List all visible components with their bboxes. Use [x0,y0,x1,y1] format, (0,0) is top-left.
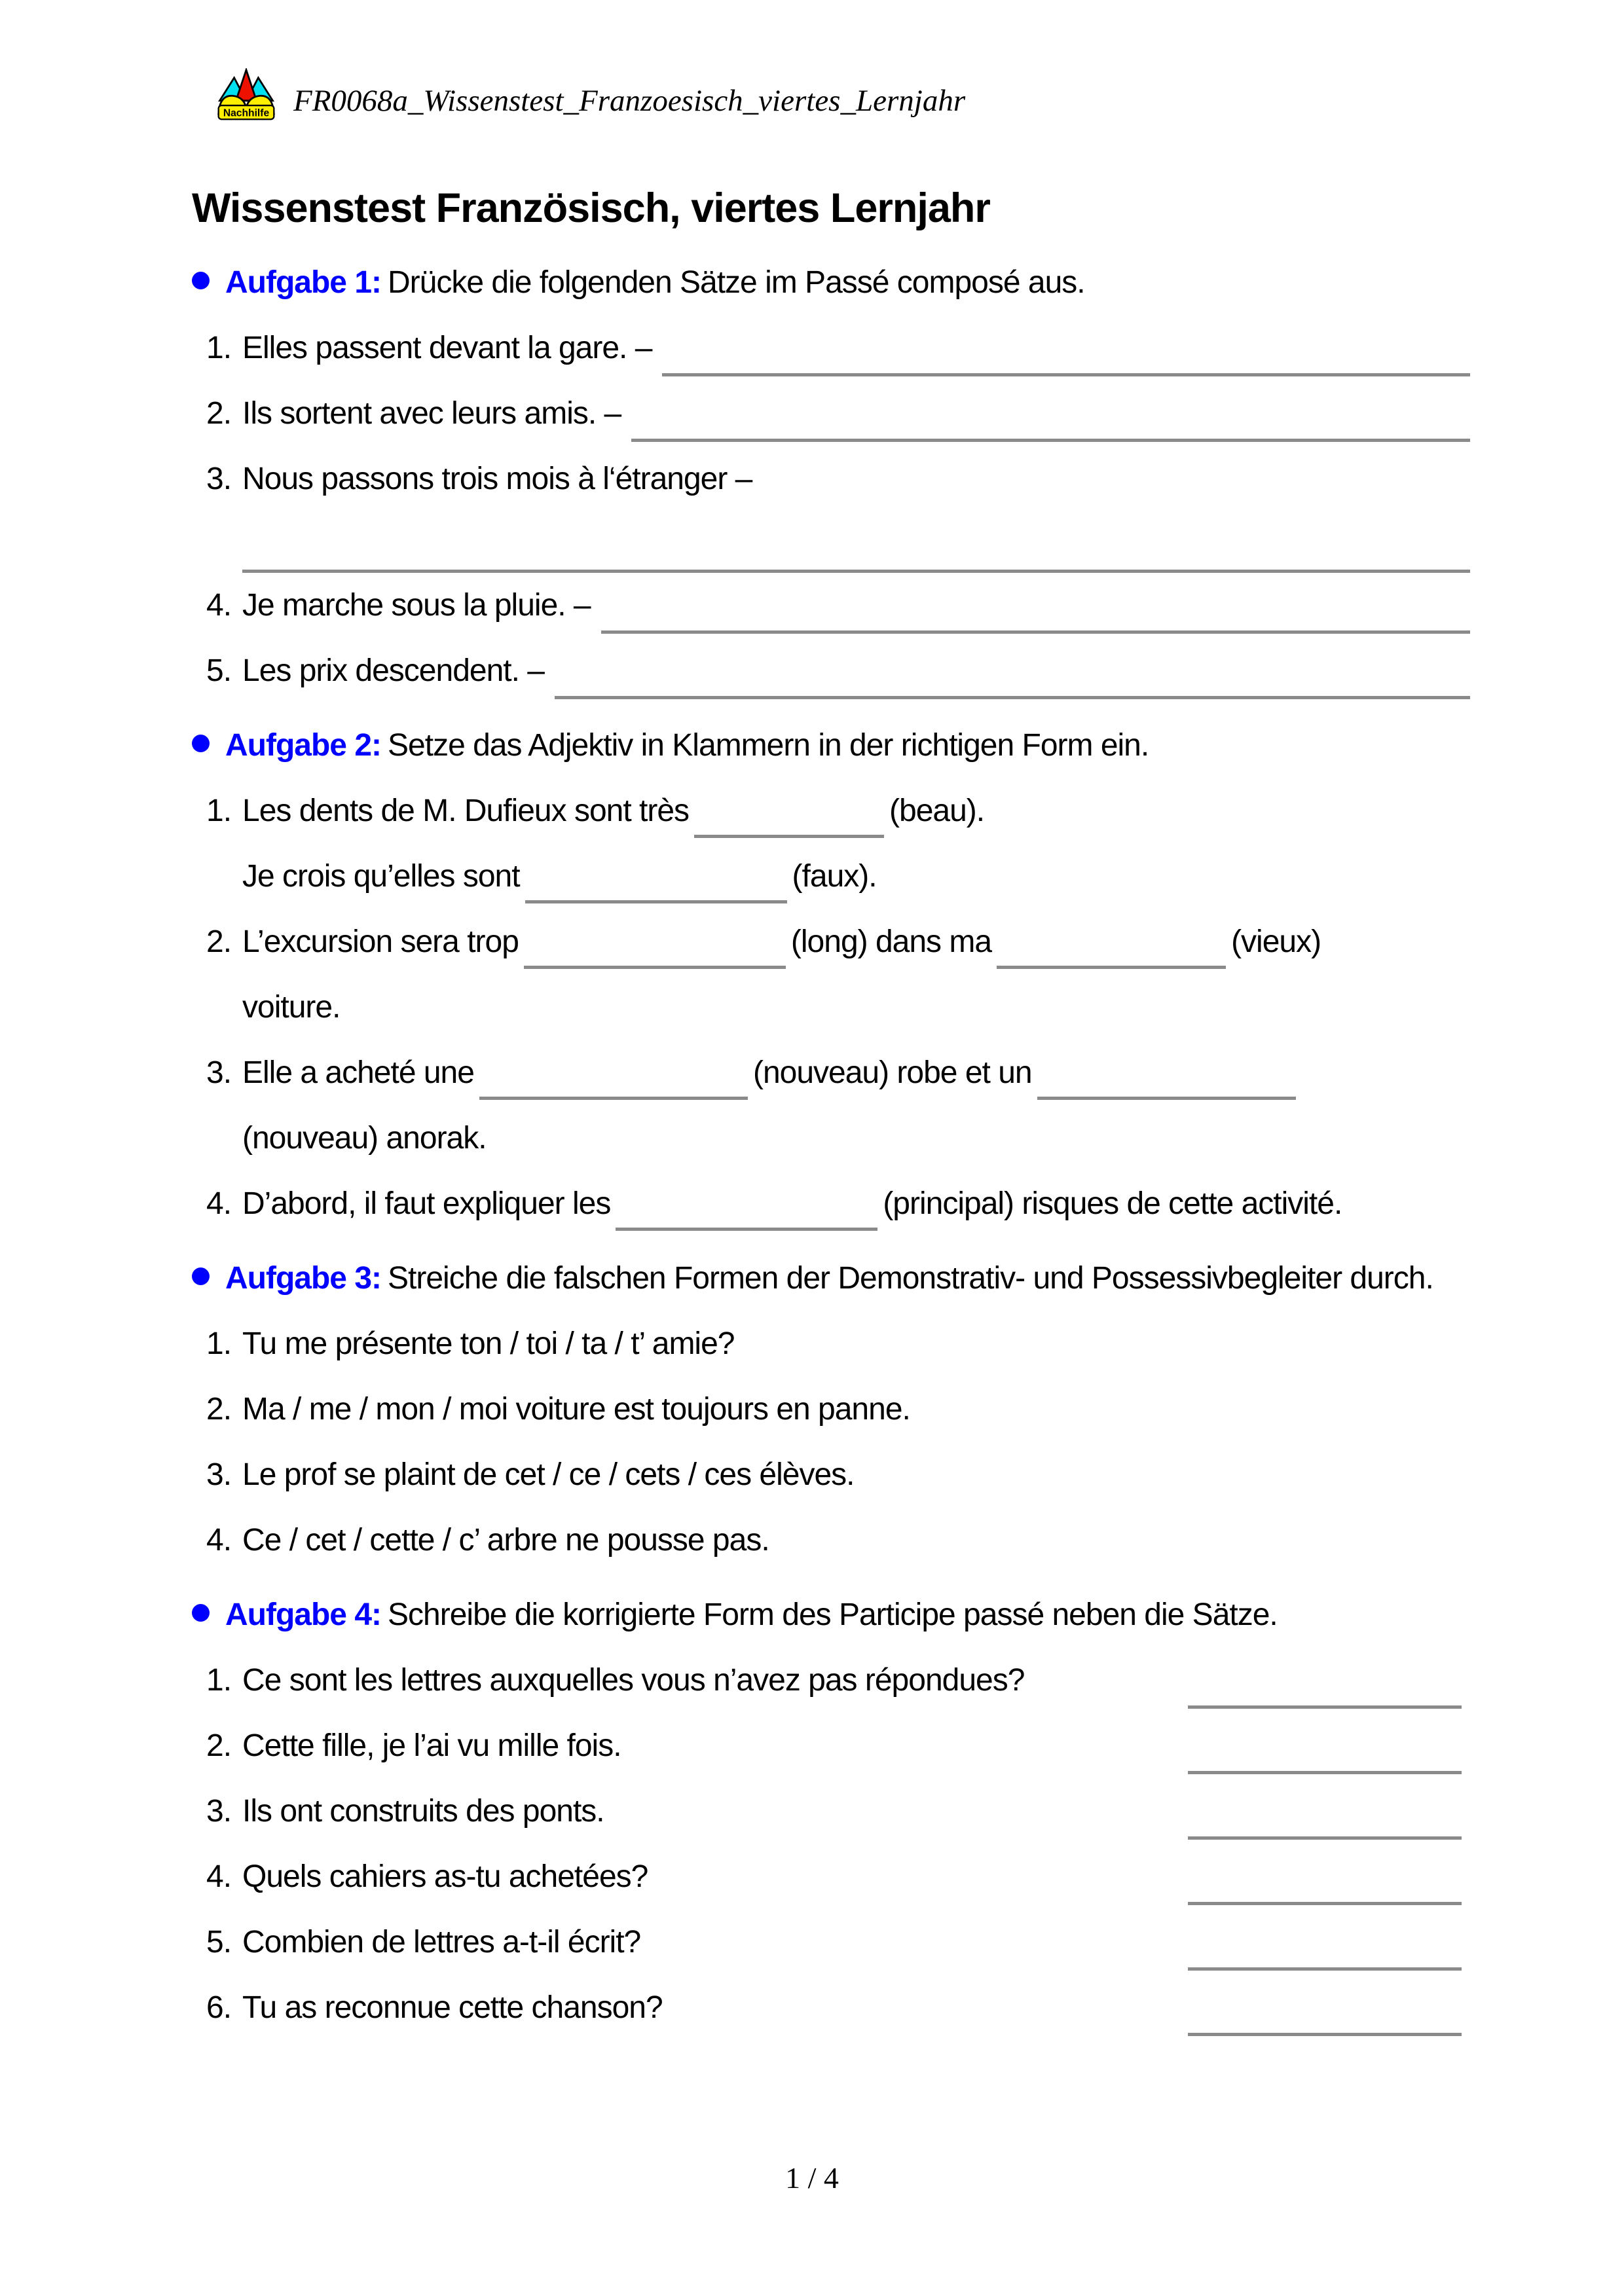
answer-blank [1188,1910,1462,1971]
item-number: 6. [206,1990,232,2025]
item-text: Tu as reconnue cette chanson? [242,1990,663,2025]
item-text: (faux). [792,859,877,894]
item-number: 4. [206,1859,232,1894]
task-1-heading [192,250,1470,316]
item-number: 1. [206,331,232,365]
list-item [192,1508,1470,1573]
item-number: 4. [206,1186,232,1221]
answer-blank [525,900,787,903]
answer-blank [1188,1648,1462,1709]
bullet-icon [192,272,210,289]
item-text: Combien de lettres a-t-il écrit? [242,1925,641,1959]
item-text: Elle a acheté une [242,1055,474,1090]
item-number: 3. [206,462,232,496]
answer-blank [601,573,1470,634]
page-title: Wissenstest Französisch, viertes Lernjahr [192,185,990,231]
list-item-continuation [192,844,1470,909]
item-text: (nouveau) anorak. [242,1121,487,1156]
item-number: 2. [206,396,232,431]
list-item [192,573,1470,638]
item-text: Ce sont les lettres auxquelles vous n’avez pas répondues? [242,1663,1025,1698]
task-2-heading [192,713,1470,778]
item-text: D’abord, il faut expliquer les [242,1186,611,1221]
item-number: 3. [206,1457,232,1492]
item-number: 2. [206,1728,232,1763]
list-item [192,1040,1470,1106]
task-instruction: Schreibe die korrigierte Form des Participe passé neben die Sätze. [388,1597,1278,1632]
item-text: (principal) risques de cette activité. [883,1186,1342,1221]
item-text: L’excursion sera trop [242,924,519,959]
task-4-heading [192,1582,1470,1648]
task-label: Aufgabe 4: [225,1597,382,1632]
item-number: 3. [206,1055,232,1090]
answer-blank [616,1228,877,1231]
list-item-continuation [192,512,1470,573]
item-text: Les dents de M. Dufieux sont très [242,793,690,828]
answer-blank [1188,1844,1462,1905]
list-item-continuation [192,1106,1470,1171]
list-item [192,909,1470,975]
answer-blank [555,638,1470,699]
item-number: 5. [206,1925,232,1959]
list-item [192,1844,1470,1910]
list-item [192,1975,1470,2041]
task-1-section [192,250,1470,704]
item-number: 1. [206,1326,232,1361]
bullet-icon [192,1604,210,1622]
item-number: 1. [206,1663,232,1698]
item-text: Nous passons trois mois à l‘étranger – [242,462,752,496]
list-item [192,1779,1470,1844]
worksheet-content [192,175,1470,2041]
item-text: (beau). [889,793,985,828]
task-label: Aufgabe 3: [225,1261,382,1296]
bullet-icon [192,1267,210,1285]
item-number: 4. [206,1523,232,1558]
item-number: 4. [206,588,232,623]
item-text: Elles passent devant la gare. – [242,331,652,365]
list-item [192,1171,1470,1237]
answer-blank [631,381,1470,442]
item-text: Tu me présente ton / toi / ta / t’ amie? [242,1326,735,1361]
item-text: (long) dans ma [790,924,992,959]
answer-blank [1037,1097,1296,1100]
answer-blank [1188,1975,1462,2036]
answer-blank [242,512,1470,573]
task-3-section [192,1246,1470,1573]
list-item [192,778,1470,844]
item-text: Les prix descendent. – [242,653,544,688]
list-item [192,381,1470,446]
task-3-heading [192,1246,1470,1311]
list-item [192,1648,1470,1713]
item-text: Ils ont construits des ponts. [242,1794,604,1829]
nachhilfe-logo-icon [216,68,276,121]
answer-blank [662,316,1470,376]
document-code: FR0068a_Wissenstest_Franzoesisch_viertes_Lernjahr [293,84,966,118]
list-item [192,1442,1470,1508]
list-item [192,1910,1470,1975]
item-text: Je marche sous la pluie. – [242,588,591,623]
answer-blank [479,1097,748,1100]
task-4-section [192,1582,1470,2041]
answer-blank [524,966,786,969]
logo-label: Nachhilfe [223,107,270,119]
bullet-icon [192,735,210,752]
answer-blank [997,966,1226,969]
list-item [192,638,1470,704]
item-number: 5. [206,653,232,688]
list-item [192,1311,1470,1377]
item-text: Ils sortent avec leurs amis. – [242,396,621,431]
item-text: voiture. [242,990,341,1025]
list-item [192,316,1470,381]
task-label: Aufgabe 1: [225,265,382,300]
page-footer [0,2160,1624,2195]
answer-blank [1188,1779,1462,1840]
item-number: 3. [206,1794,232,1829]
item-text: Quels cahiers as-tu achetées? [242,1859,648,1894]
item-text: (nouveau) robe et un [752,1055,1032,1090]
item-number: 2. [206,924,232,959]
task-2-section [192,713,1470,1237]
answer-blank [1188,1713,1462,1774]
page-number: 1 / 4 [785,2161,839,2195]
item-number: 2. [206,1392,232,1427]
list-item-continuation [192,975,1470,1040]
list-item [192,1377,1470,1442]
task-instruction: Drücke die folgenden Sätze im Passé composé aus. [388,265,1085,300]
item-number: 1. [206,793,232,828]
item-text: Ma / me / mon / moi voiture est toujours en panne. [242,1392,910,1427]
item-text: Le prof se plaint de cet / ce / cets / ces élèves. [242,1457,855,1492]
item-text: (vieux) [1231,924,1321,959]
item-text: Je crois qu’elles sont [242,859,520,894]
task-label: Aufgabe 2: [225,728,382,763]
item-text: Ce / cet / cette / c’ arbre ne pousse pas. [242,1523,769,1558]
page-header [216,68,965,121]
task-instruction: Streiche die falschen Formen der Demonstrativ- und Possessivbegleiter durch. [388,1261,1433,1296]
list-item [192,1713,1470,1779]
item-text: Cette fille, je l’ai vu mille fois. [242,1728,621,1763]
answer-blank [694,835,884,838]
task-instruction: Setze das Adjektiv in Klammern in der richtigen Form ein. [388,728,1149,763]
list-item [192,446,1470,512]
